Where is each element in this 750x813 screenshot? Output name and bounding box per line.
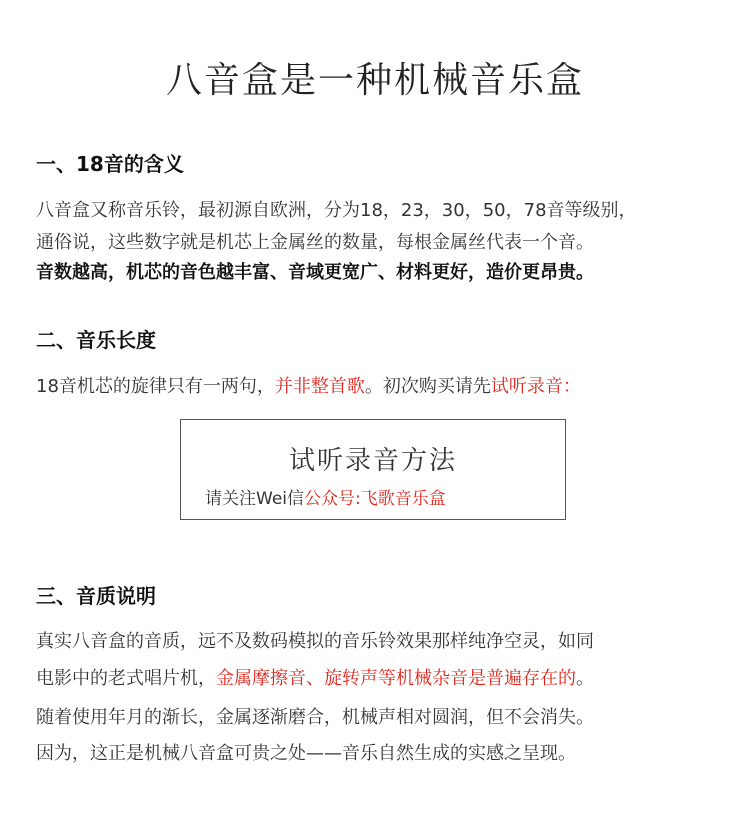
- section-3-line-2: [36, 664, 736, 690]
- section-1-line-3: 音数越高，机芯的音色越丰富、音域更宽广、材料更好，造价更昂贵。: [36, 262, 594, 283]
- section-2-text-2: 。初次购买请先: [364, 376, 491, 397]
- section-3-line-4: 因为，这正是机械八音盒可贵之处——音乐自然生成的实感之呈现。: [36, 743, 576, 764]
- method-box-desc: [205, 484, 446, 509]
- section-1-line-1: 八音盒又称音乐铃，最初源自欧洲，分为18，23，30，50，78音等级别，: [36, 200, 637, 221]
- section-1-line-2: 通俗说，这些数字就是机芯上金属丝的数量，每根金属丝代表一个音。: [36, 232, 594, 253]
- section-2-text-1: 18音机芯的旋律只有一两句，: [36, 376, 275, 397]
- section-2-highlight-2: 试听录音：: [490, 376, 581, 397]
- method-box-title: 试听录音方法: [288, 446, 457, 476]
- section-3-text-1: 电影中的老式唱片机，: [36, 668, 216, 689]
- section-2-highlight-1: 并非整首歌: [274, 376, 365, 397]
- page-title: 八音盒是一种机械音乐盒: [165, 60, 584, 101]
- listening-method-box: [180, 419, 566, 520]
- section-3-text-2: 。: [576, 668, 594, 689]
- section-3-highlight: 金属摩擦音、旋转声等机械杂音是普遍存在的: [216, 668, 576, 689]
- section-2-heading: 二、音乐长度: [36, 328, 156, 352]
- section-3-line-1: 真实八音盒的音质，远不及数码模拟的音乐铃效果那样纯净空灵，如同: [36, 631, 594, 652]
- section-3-heading: 三、音质说明: [36, 584, 156, 608]
- method-box-desc-text: 请关注Wei信: [205, 489, 304, 509]
- section-2-line: [36, 372, 736, 398]
- section-3-line-3: 随着使用年月的渐长，金属逐渐磨合，机械声相对圆润，但不会消失。: [36, 707, 594, 728]
- method-box-account: 公众号:飞歌音乐盒: [304, 489, 446, 509]
- section-1-heading: 一、18音的含义: [36, 152, 184, 176]
